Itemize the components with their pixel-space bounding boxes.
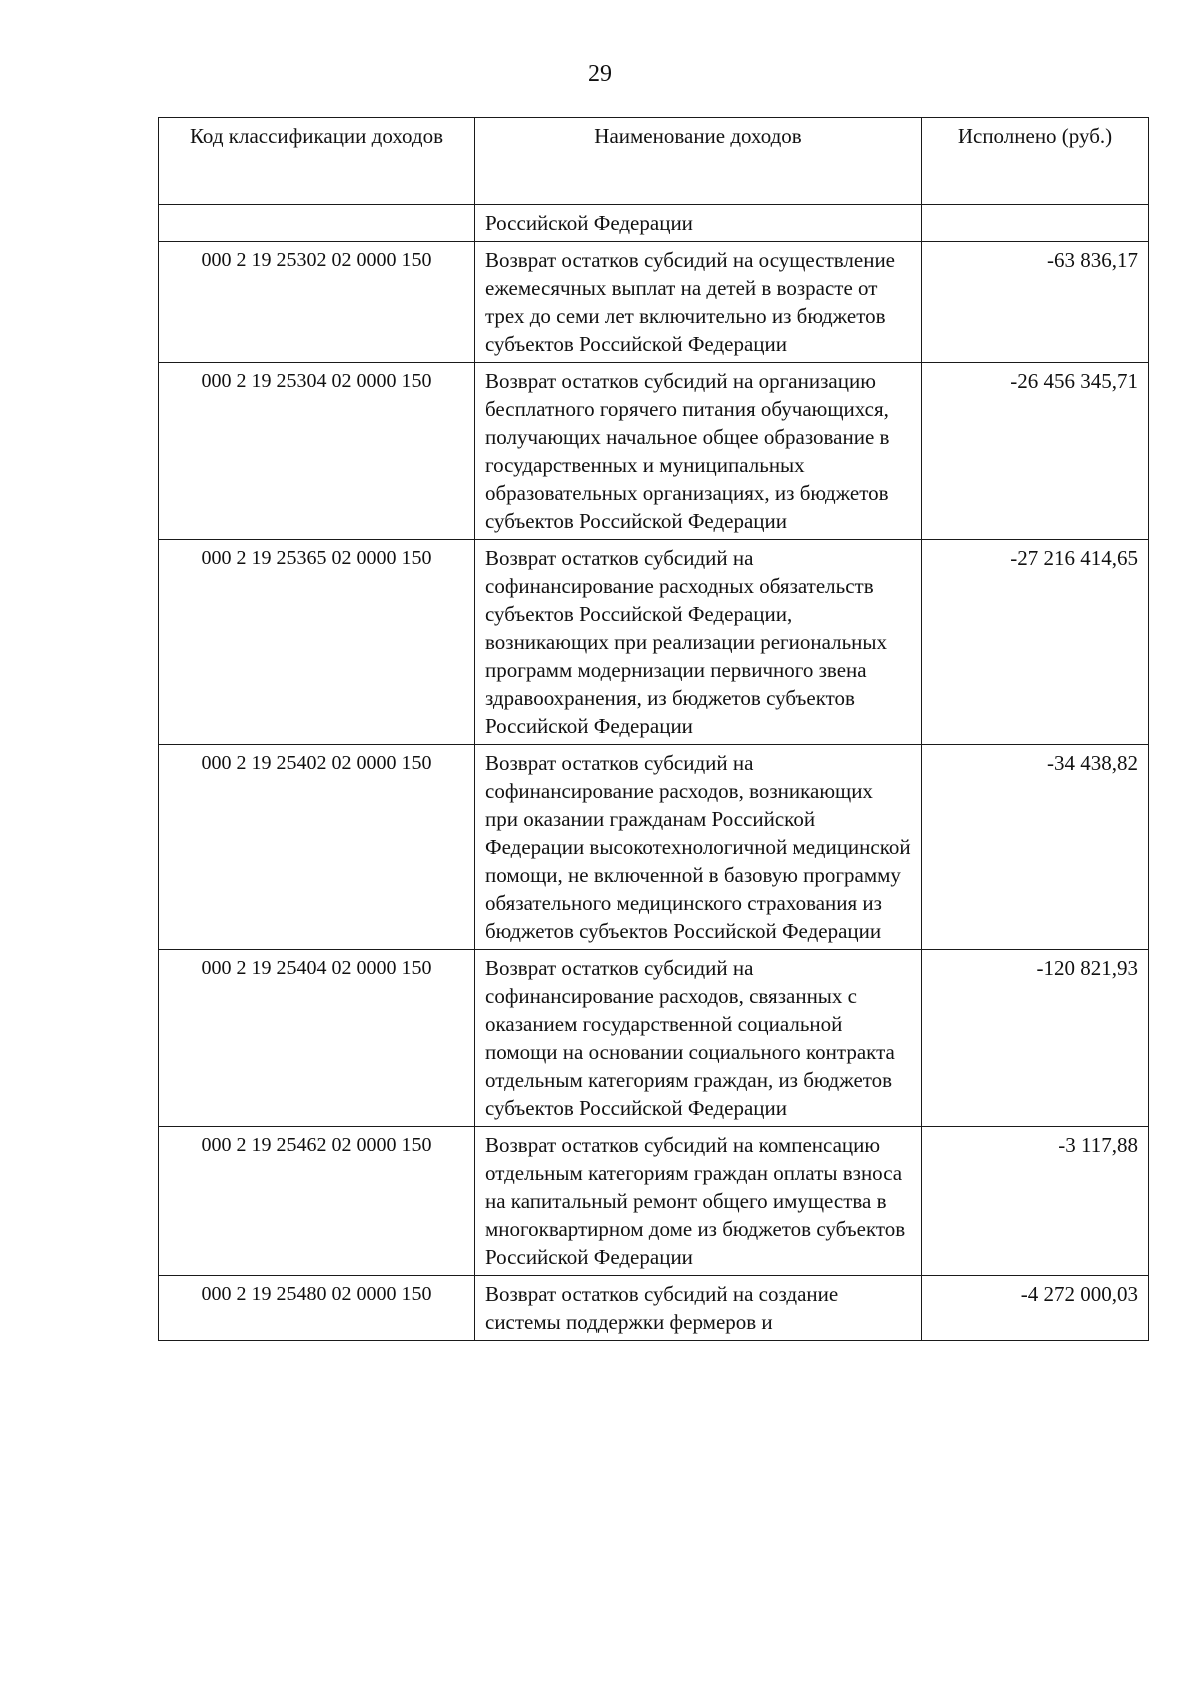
table-row — [159, 950, 1149, 1127]
table-row — [159, 1276, 1149, 1341]
header-name: Наименование доходов — [475, 118, 922, 205]
cell-code: 000 2 19 25404 02 0000 150 — [159, 950, 475, 1127]
cell-sum: -34 438,82 — [922, 745, 1149, 950]
cell-code — [159, 205, 475, 242]
header-code: Код классификации доходов — [159, 118, 475, 205]
cell-sum: -26 456 345,71 — [922, 363, 1149, 540]
cell-code: 000 2 19 25365 02 0000 150 — [159, 540, 475, 745]
income-table — [158, 117, 1149, 1341]
table-row — [159, 1127, 1149, 1276]
table-row — [159, 205, 1149, 242]
header-sum: Исполнено (руб.) — [922, 118, 1149, 205]
cell-name: Возврат остатков субсидий на создание системы поддержки фермеров и — [475, 1276, 922, 1341]
cell-code: 000 2 19 25304 02 0000 150 — [159, 363, 475, 540]
cell-sum: -120 821,93 — [922, 950, 1149, 1127]
cell-sum: -63 836,17 — [922, 242, 1149, 363]
table-header-row — [159, 118, 1149, 205]
table-row — [159, 745, 1149, 950]
table-row — [159, 363, 1149, 540]
cell-sum — [922, 205, 1149, 242]
cell-name: Российской Федерации — [475, 205, 922, 242]
cell-sum: -4 272 000,03 — [922, 1276, 1149, 1341]
cell-sum: -3 117,88 — [922, 1127, 1149, 1276]
table-row — [159, 540, 1149, 745]
page-number: 29 — [588, 61, 612, 87]
cell-code: 000 2 19 25480 02 0000 150 — [159, 1276, 475, 1341]
cell-sum: -27 216 414,65 — [922, 540, 1149, 745]
table-row — [159, 242, 1149, 363]
cell-code: 000 2 19 25462 02 0000 150 — [159, 1127, 475, 1276]
cell-name: Возврат остатков субсидий на софинансирование расходных обязательств субъектов Российской Федерации, возникающих при реализации региональных программ модернизации первичного звена здравоохранения, из бюджетов субъектов Российской Федерации — [475, 540, 922, 745]
cell-name: Возврат остатков субсидий на организацию бесплатного горячего питания обучающихся, получающих начальное общее образование в государственных и муниципальных образовательных организациях, из бюджетов субъектов Российской Федерации — [475, 363, 922, 540]
cell-code: 000 2 19 25302 02 0000 150 — [159, 242, 475, 363]
cell-name: Возврат остатков субсидий на софинансирование расходов, связанных с оказанием государственной социальной помощи на основании социального контракта отдельным категориям граждан, из бюджетов субъектов Российской Федерации — [475, 950, 922, 1127]
cell-name: Возврат остатков субсидий на компенсацию отдельным категориям граждан оплаты взноса на капитальный ремонт общего имущества в многоквартирном доме из бюджетов субъектов Российской Федерации — [475, 1127, 922, 1276]
cell-name: Возврат остатков субсидий на софинансирование расходов, возникающих при оказании гражданам Российской Федерации высокотехнологичной медицинской помощи, не включенной в базовую программу обязательного медицинского страхования из бюджетов субъектов Российской Федерации — [475, 745, 922, 950]
cell-name: Возврат остатков субсидий на осуществление ежемесячных выплат на детей в возрасте от трех до семи лет включительно из бюджетов субъектов Российской Федерации — [475, 242, 922, 363]
cell-code: 000 2 19 25402 02 0000 150 — [159, 745, 475, 950]
